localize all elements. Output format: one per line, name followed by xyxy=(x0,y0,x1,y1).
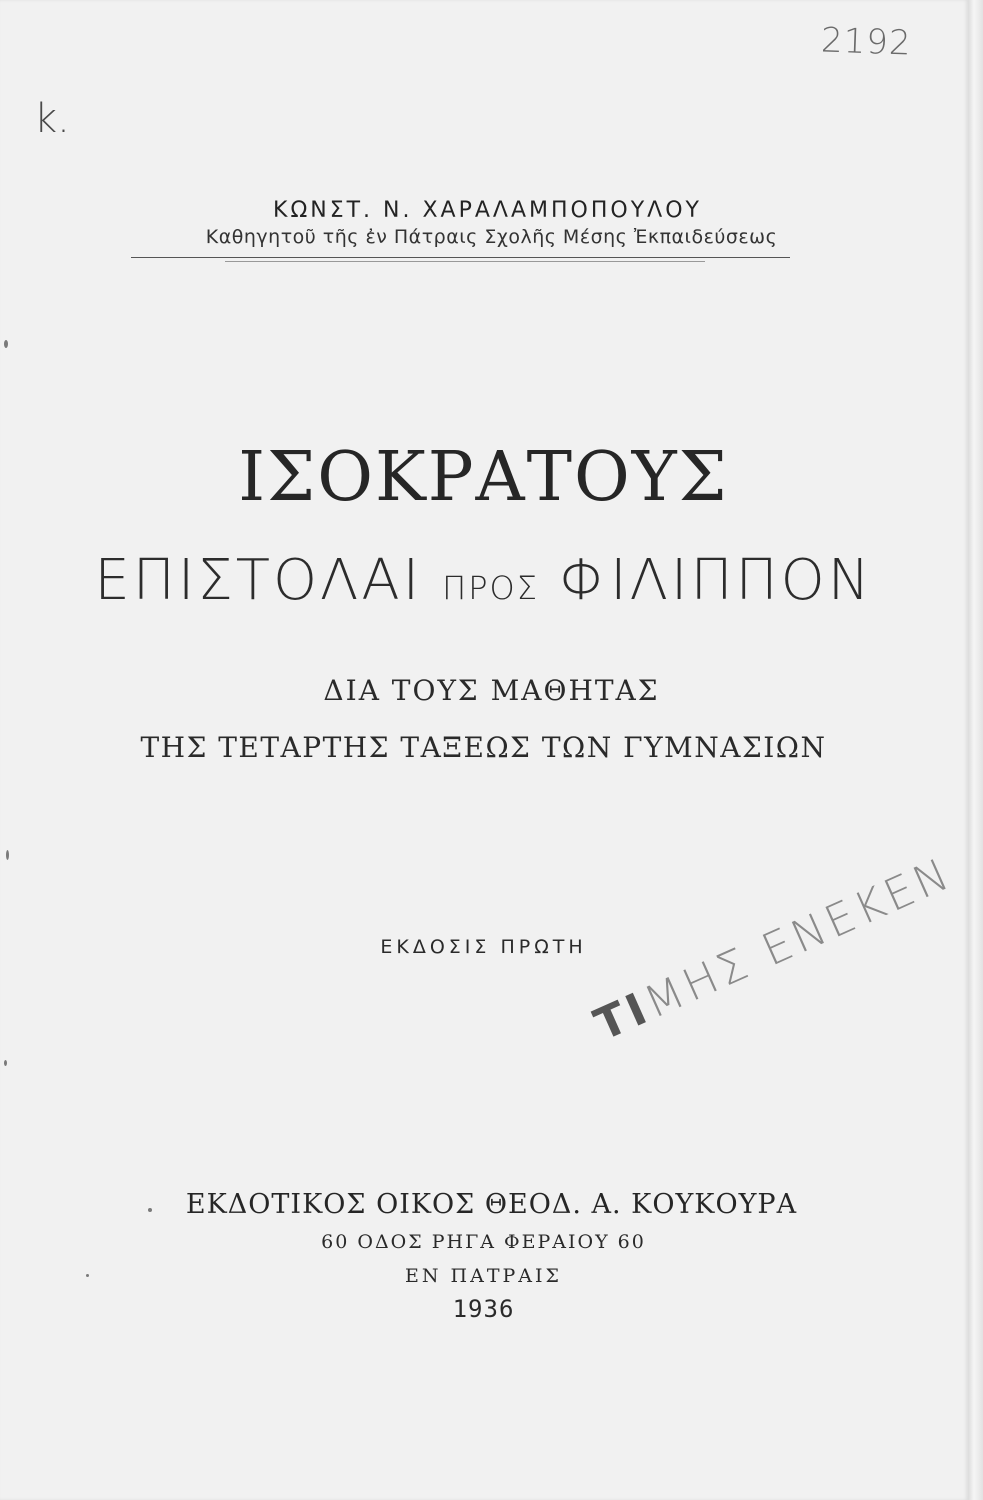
divider-rule-faint xyxy=(225,261,705,262)
audience-line-2: ΤΗΣ ΤΕΤΑΡΤΗΣ ΤΑΞΕΩΣ ΤΩΝ ΓΥΜΝΑΣΙΩΝ xyxy=(140,731,827,764)
subtitle-word-letters: ΕΠΙΣΤΟΛΑΙ xyxy=(94,548,423,613)
edition-label: ΕΚΔΟΣΙΣ ΠΡΩΤΗ xyxy=(380,936,587,958)
publication-year: 1936 xyxy=(452,1295,515,1323)
page-edge xyxy=(968,0,983,1500)
author-role: Καθηγητοῦ τῆς ἐν Πάτραις Σχολῆς Μέσης Ἐκπαιδεύσεως xyxy=(205,226,778,248)
paper-speck xyxy=(6,850,9,860)
subtitle-word-philip: ΦΙΛΙΠΠΟΝ xyxy=(558,548,873,613)
author-name: ΚΩΝΣΤ. Ν. ΧΑΡΑΛΑΜΠΟΠΟΥΛΟΥ xyxy=(273,198,702,223)
stamp-text-dark: ΤΙ xyxy=(587,982,658,1051)
audience-line-1: ΔΙΑ ΤΟΥΣ ΜΑΘΗΤΑΣ xyxy=(323,674,660,707)
publisher-city: ΕΝ ΠΑΤΡΑΙΣ xyxy=(405,1265,562,1287)
publisher-name: ΕΚΔΟΤΙΚΟΣ ΟΙΚΟΣ ΘΕΟΔ. Α. ΚΟΥΚΟΥΡΑ xyxy=(185,1189,798,1220)
handwritten-margin-letter: k. xyxy=(34,96,70,142)
handwritten-catalog-number: 2192 xyxy=(820,20,913,64)
publisher-address: 60 ΟΔΟΣ ΡΗΓΑ ΦΕΡΑΙΟΥ 60 xyxy=(321,1231,646,1253)
paper-speck xyxy=(86,1274,89,1277)
paper-speck xyxy=(148,1208,152,1212)
book-subtitle xyxy=(0,548,975,613)
paper-speck xyxy=(4,340,8,348)
book-title: ΙΣΟΚΡΑΤΟΥΣ xyxy=(238,438,729,517)
divider-rule xyxy=(131,257,790,258)
stamp-text-light: ΜΗΣ ΕΝΕΚΕΝ xyxy=(636,847,961,1029)
subtitle-word-to: ΠΡΟΣ xyxy=(442,569,539,607)
paper-speck xyxy=(4,1060,7,1066)
